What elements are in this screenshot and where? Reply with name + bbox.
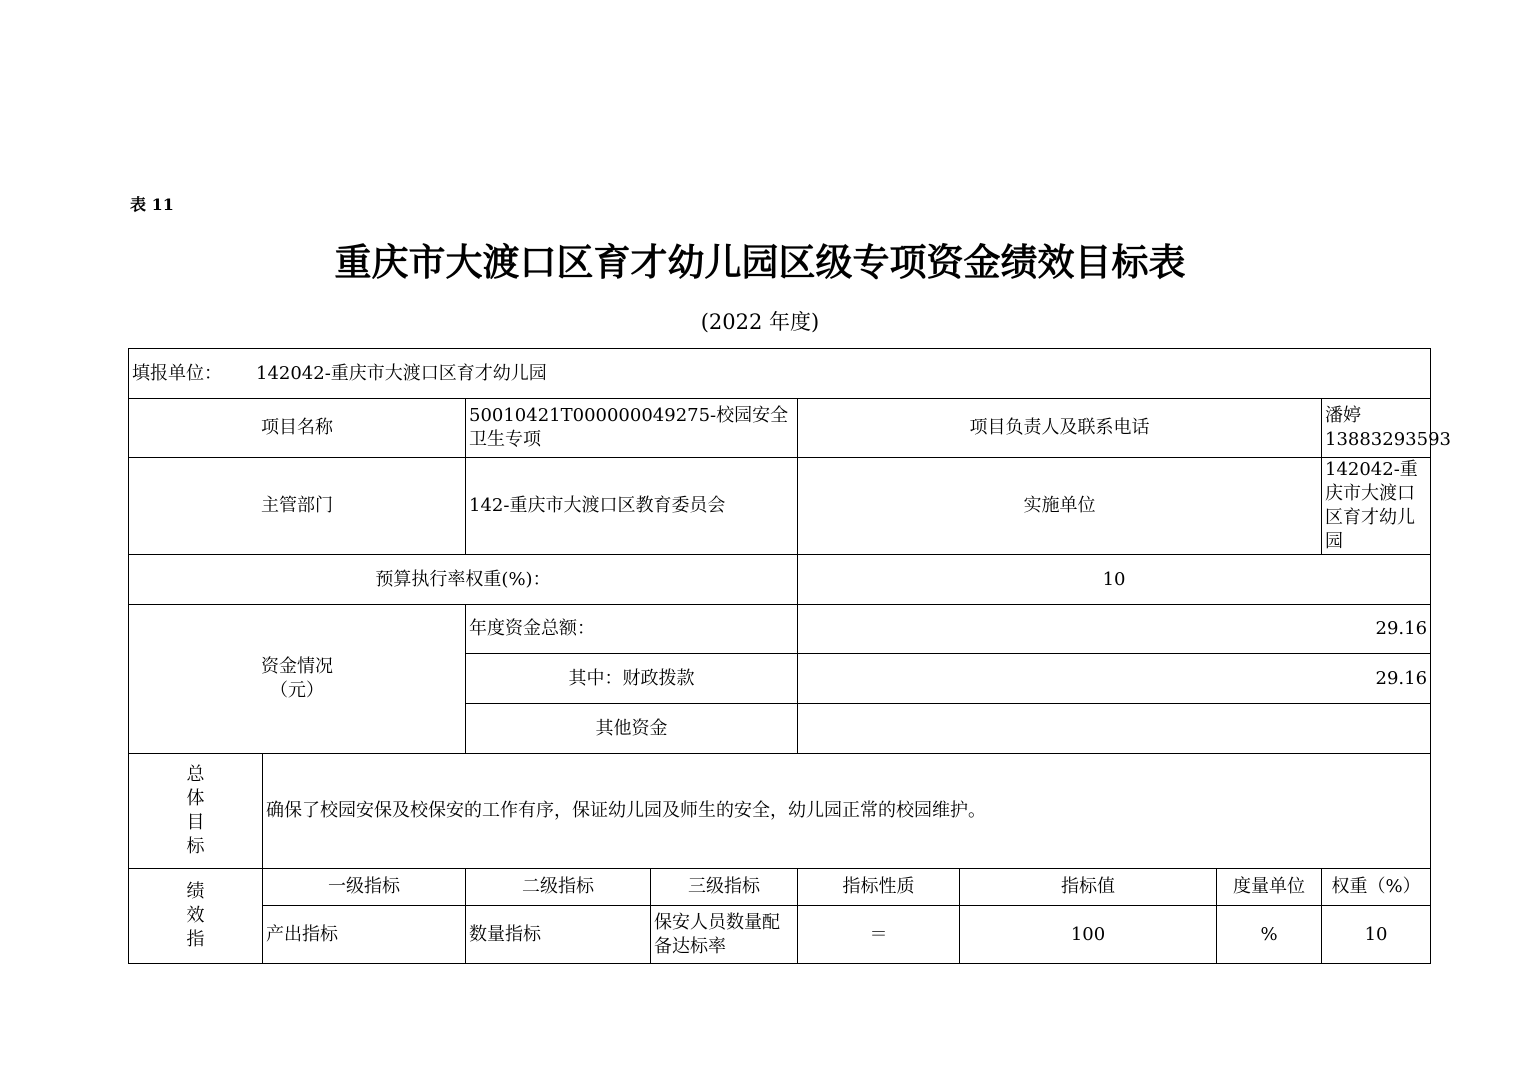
row-level1: 产出指标	[263, 906, 466, 964]
col-value: 指标值	[960, 869, 1217, 906]
contact-value: 潘婷 13883293593	[1322, 399, 1431, 458]
fiscal-value: 29.16	[798, 654, 1431, 704]
goal-char-2: 体	[186, 788, 205, 809]
impl-label: 实施单位	[798, 458, 1322, 555]
performance-label	[129, 869, 263, 964]
annual-total-label: 年度资金总额：	[466, 605, 798, 654]
col-nature: 指标性质	[798, 869, 960, 906]
project-row	[129, 399, 1431, 458]
col-weight: 权重（%）	[1322, 869, 1431, 906]
row-unit: %	[1217, 906, 1322, 964]
dept-label: 主管部门	[129, 458, 466, 555]
page-title: 重庆市大渡口区育才幼儿园区级专项资金绩效目标表	[334, 241, 1186, 284]
project-name-value: 50010421T000000049275-校园安全卫生专项	[466, 399, 798, 458]
table-row	[129, 906, 1431, 964]
annual-total-value: 29.16	[798, 605, 1431, 654]
budget-weight-label: 预算执行率权重(%)：	[129, 555, 798, 605]
overall-goal-text: 确保了校园安保及校保安的工作有序，保证幼儿园及师生的安全，幼儿园正常的校园维护。	[263, 754, 1431, 869]
dept-value: 142-重庆市大渡口区教育委员会	[466, 458, 798, 555]
row-weight: 10	[1322, 906, 1431, 964]
overall-goal-label	[129, 754, 263, 869]
goal-char-4: 标	[186, 836, 205, 857]
funds-label-line1: 资金情况	[261, 656, 333, 677]
contact-label: 项目负责人及联系电话	[798, 399, 1322, 458]
goal-char-1: 总	[186, 764, 205, 785]
col-level2: 二级指标	[466, 869, 651, 906]
row-level3: 保安人员数量配备达标率	[651, 906, 798, 964]
perf-char-1: 绩	[186, 881, 205, 902]
fiscal-label: 其中：财政拨款	[466, 654, 798, 704]
budget-weight-value: 10	[798, 555, 1431, 605]
other-funds-label: 其他资金	[466, 704, 798, 754]
year-subtitle: (2022 年度)	[700, 310, 820, 334]
filler-label: 填报单位：	[132, 362, 222, 384]
table-number: 表 11	[130, 195, 174, 214]
project-name-label: 项目名称	[129, 399, 466, 458]
overall-goal-row	[129, 754, 1431, 869]
funds-label-line2: （元）	[270, 680, 324, 701]
impl-value: 142042-重庆市大渡口区育才幼儿园	[1322, 458, 1431, 555]
performance-form	[128, 348, 1451, 964]
col-level1: 一级指标	[263, 869, 466, 906]
filler-value: 142042-重庆市大渡口区育才幼儿园	[256, 362, 547, 384]
filler-row	[129, 349, 1431, 399]
budget-weight-row	[129, 555, 1431, 605]
goal-char-3: 目	[186, 812, 205, 833]
funds-label	[129, 605, 466, 754]
filler-cell	[129, 349, 1431, 399]
col-level3: 三级指标	[651, 869, 798, 906]
annual-total-row	[129, 605, 1431, 654]
perf-char-2: 效	[186, 905, 205, 926]
row-level2: 数量指标	[466, 906, 651, 964]
col-unit: 度量单位	[1217, 869, 1322, 906]
other-funds-value	[798, 704, 1431, 754]
row-value: 100	[960, 906, 1217, 964]
dept-row	[129, 458, 1431, 555]
perf-char-3: 指	[186, 929, 205, 950]
indicator-header-row	[129, 869, 1431, 906]
row-nature: ＝	[798, 906, 960, 964]
